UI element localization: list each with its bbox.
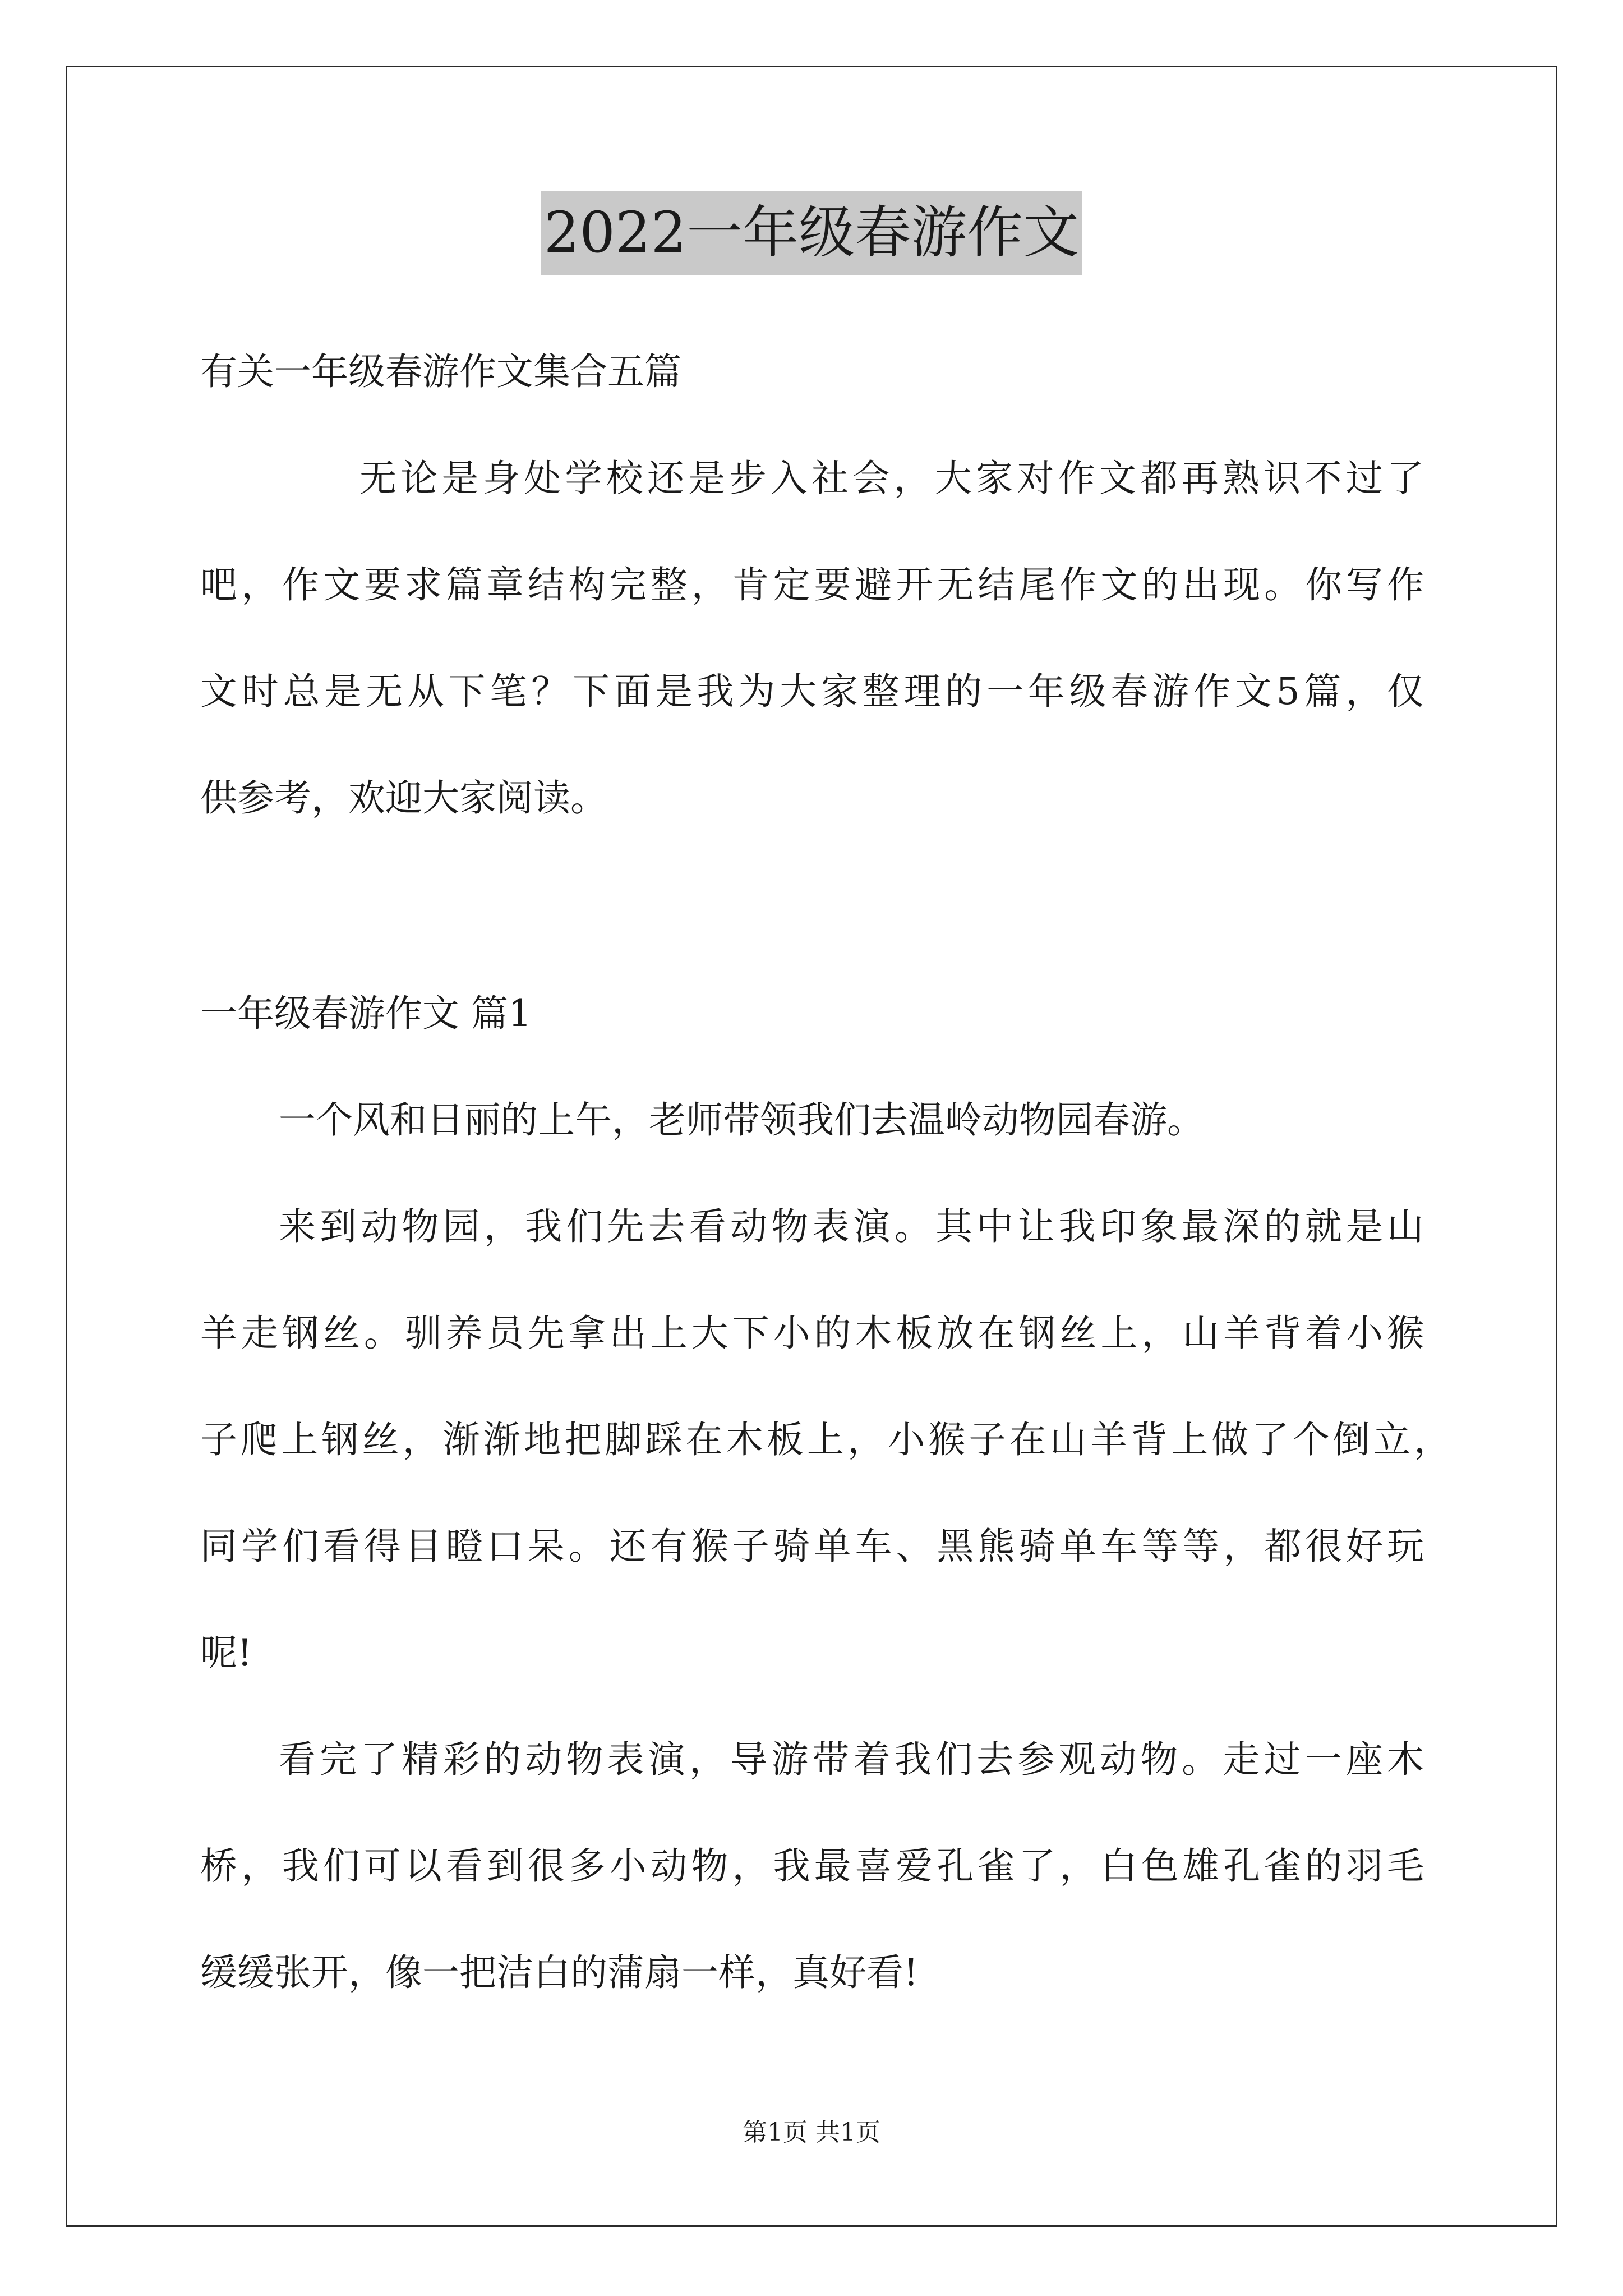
document-title: 2022一年级春游作文	[541, 191, 1083, 275]
paragraph-1-line-1: 一个风和日丽的上午，老师带领我们去温岭动物园春游。	[279, 1098, 1204, 1142]
paragraph-2-line-5: 呢!	[200, 1631, 252, 1674]
intro-line-3: 文时总是无从下笔？下面是我为大家整理的一年级春游作文5篇，仅	[200, 670, 1424, 713]
section-heading: 一年级春游作文 篇1	[200, 992, 532, 1035]
paragraph-3-line-3: 缓缓张开，像一把洁白的蒲扇一样，真好看!	[200, 1951, 919, 1994]
paragraph-3-line-1: 看完了精彩的动物表演，导游带着我们去参观动物。走过一座木	[279, 1738, 1424, 1781]
paragraph-3-line-2: 桥，我们可以看到很多小动物，我最喜爱孔雀了，白色雄孔雀的羽毛	[200, 1844, 1424, 1888]
intro-line-4: 供参考，欢迎大家阅读。	[200, 776, 607, 820]
intro-line-2: 吧，作文要求篇章结构完整，肯定要避开无结尾作文的出现。你写作	[200, 563, 1424, 606]
title-container	[0, 191, 1623, 275]
paragraph-2-line-3: 子爬上钢丝，渐渐地把脚踩在木板上，小猴子在山羊背上做了个倒立，	[200, 1418, 1451, 1461]
page-footer: 第1页 共1页	[743, 2118, 880, 2147]
paragraph-2-line-2: 羊走钢丝。驯养员先拿出上大下小的木板放在钢丝上，山羊背着小猴	[200, 1312, 1424, 1355]
paragraph-2-line-1: 来到动物园，我们先去看动物表演。其中让我印象最深的就是山	[279, 1205, 1424, 1248]
document-subtitle: 有关一年级春游作文集合五篇	[200, 350, 681, 393]
intro-line-1: 无论是身处学校还是步入社会，大家对作文都再熟识不过了	[359, 457, 1424, 500]
paragraph-2-line-4: 同学们看得目瞪口呆。还有猴子骑单车、黑熊骑单车等等，都很好玩	[200, 1525, 1424, 1568]
